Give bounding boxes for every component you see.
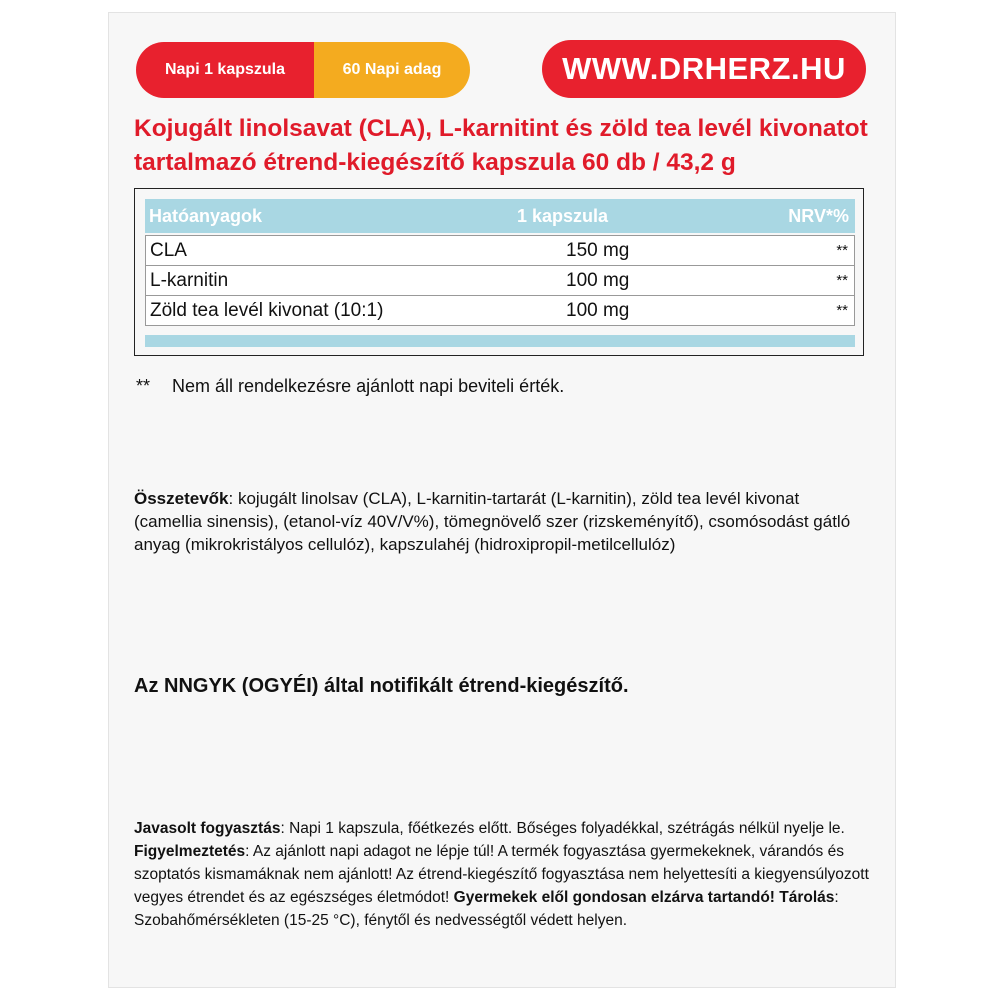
- warning-text: : Az ajánlott napi adagot ne lépje túl! A termék fogyasztása gyermekeknek, várandós és szoptatós kismamáknak nem ajánlott! Az étrend-kiegészítő fogyasztása nem helyettesíti a kiegyensúlyozott vegyes étrendet és az egészséges életmódot!: [134, 843, 869, 906]
- table-row: [145, 265, 855, 295]
- product-title: [134, 112, 894, 180]
- daily-servings-badge: 60 Napi adag: [314, 42, 470, 98]
- header-nrv: NRV*%: [788, 205, 849, 226]
- header-per-capsule: 1 kapszula: [517, 205, 609, 226]
- footnote-marker: **: [136, 376, 151, 396]
- table-header: [145, 199, 855, 233]
- row-name: Zöld tea levél kivonat (10:1): [150, 299, 384, 321]
- active-ingredients-table: [134, 188, 864, 356]
- footnote-text: Nem áll rendelkezésre ajánlott napi beviteli érték.: [172, 376, 565, 396]
- daily-dose-badge: Napi 1 kapszula: [136, 42, 314, 98]
- storage-text: : Szobahőmérsékleten (15-25 °C), fénytől és nedvességtől védett helyen.: [134, 889, 839, 929]
- warning-label: Figyelmeztetés: [134, 843, 246, 860]
- ingredients-paragraph: [134, 487, 854, 556]
- storage-label: Gyermekek elől gondosan elzárva tartandó! Tárolás: [453, 889, 835, 906]
- row-name: L-karnitin: [150, 269, 229, 291]
- usage-label: Javasolt fogyasztás: [134, 820, 281, 837]
- row-nrv: **: [836, 272, 848, 289]
- row-amount: 100 mg: [566, 299, 630, 321]
- website-badge[interactable]: WWW.DRHERZ.HU: [542, 40, 866, 98]
- row-amount: 150 mg: [566, 239, 630, 261]
- row-amount: 100 mg: [566, 269, 630, 291]
- dosage-badge: [136, 42, 470, 98]
- table-row: [145, 295, 855, 326]
- product-title-line2: tartalmazó étrend-kiegészítő kapszula 60 db / 43,2 g: [134, 149, 736, 176]
- notification-statement: Az NNGYK (OGYÉI) által notifikált étrend-kiegészítő.: [134, 675, 629, 697]
- usage-paragraph: [134, 817, 874, 932]
- ingredients-text: : kojugált linolsav (CLA), L-karnitin-tartarát (L-karnitin), zöld tea levél kivonat (camellia sinensis), (etanol-víz 40V/V%), tömegnövelő szer (rizskeményítő), csomósodást gátló anyag (mikrokristályos cellulóz), kapszulahéj (hidroxipropil-metilcellulóz): [134, 489, 851, 554]
- nrv-footnote: [136, 376, 564, 397]
- row-name: CLA: [150, 239, 187, 261]
- product-title-line1: Kojugált linolsavat (CLA), L-karnitint és zöld tea levél kivonatot: [134, 115, 868, 142]
- table-footer-bar: [145, 335, 855, 347]
- row-nrv: **: [836, 242, 848, 259]
- table-body: [145, 235, 855, 326]
- row-nrv: **: [836, 302, 848, 319]
- usage-text: : Napi 1 kapszula, főétkezés előtt. Bőséges folyadékkal, szétrágás nélkül nyelje le.: [280, 820, 845, 837]
- table-row: [145, 235, 855, 265]
- header-ingredients: Hatóanyagok: [149, 205, 263, 226]
- ingredients-label: Összetevők: [134, 489, 229, 508]
